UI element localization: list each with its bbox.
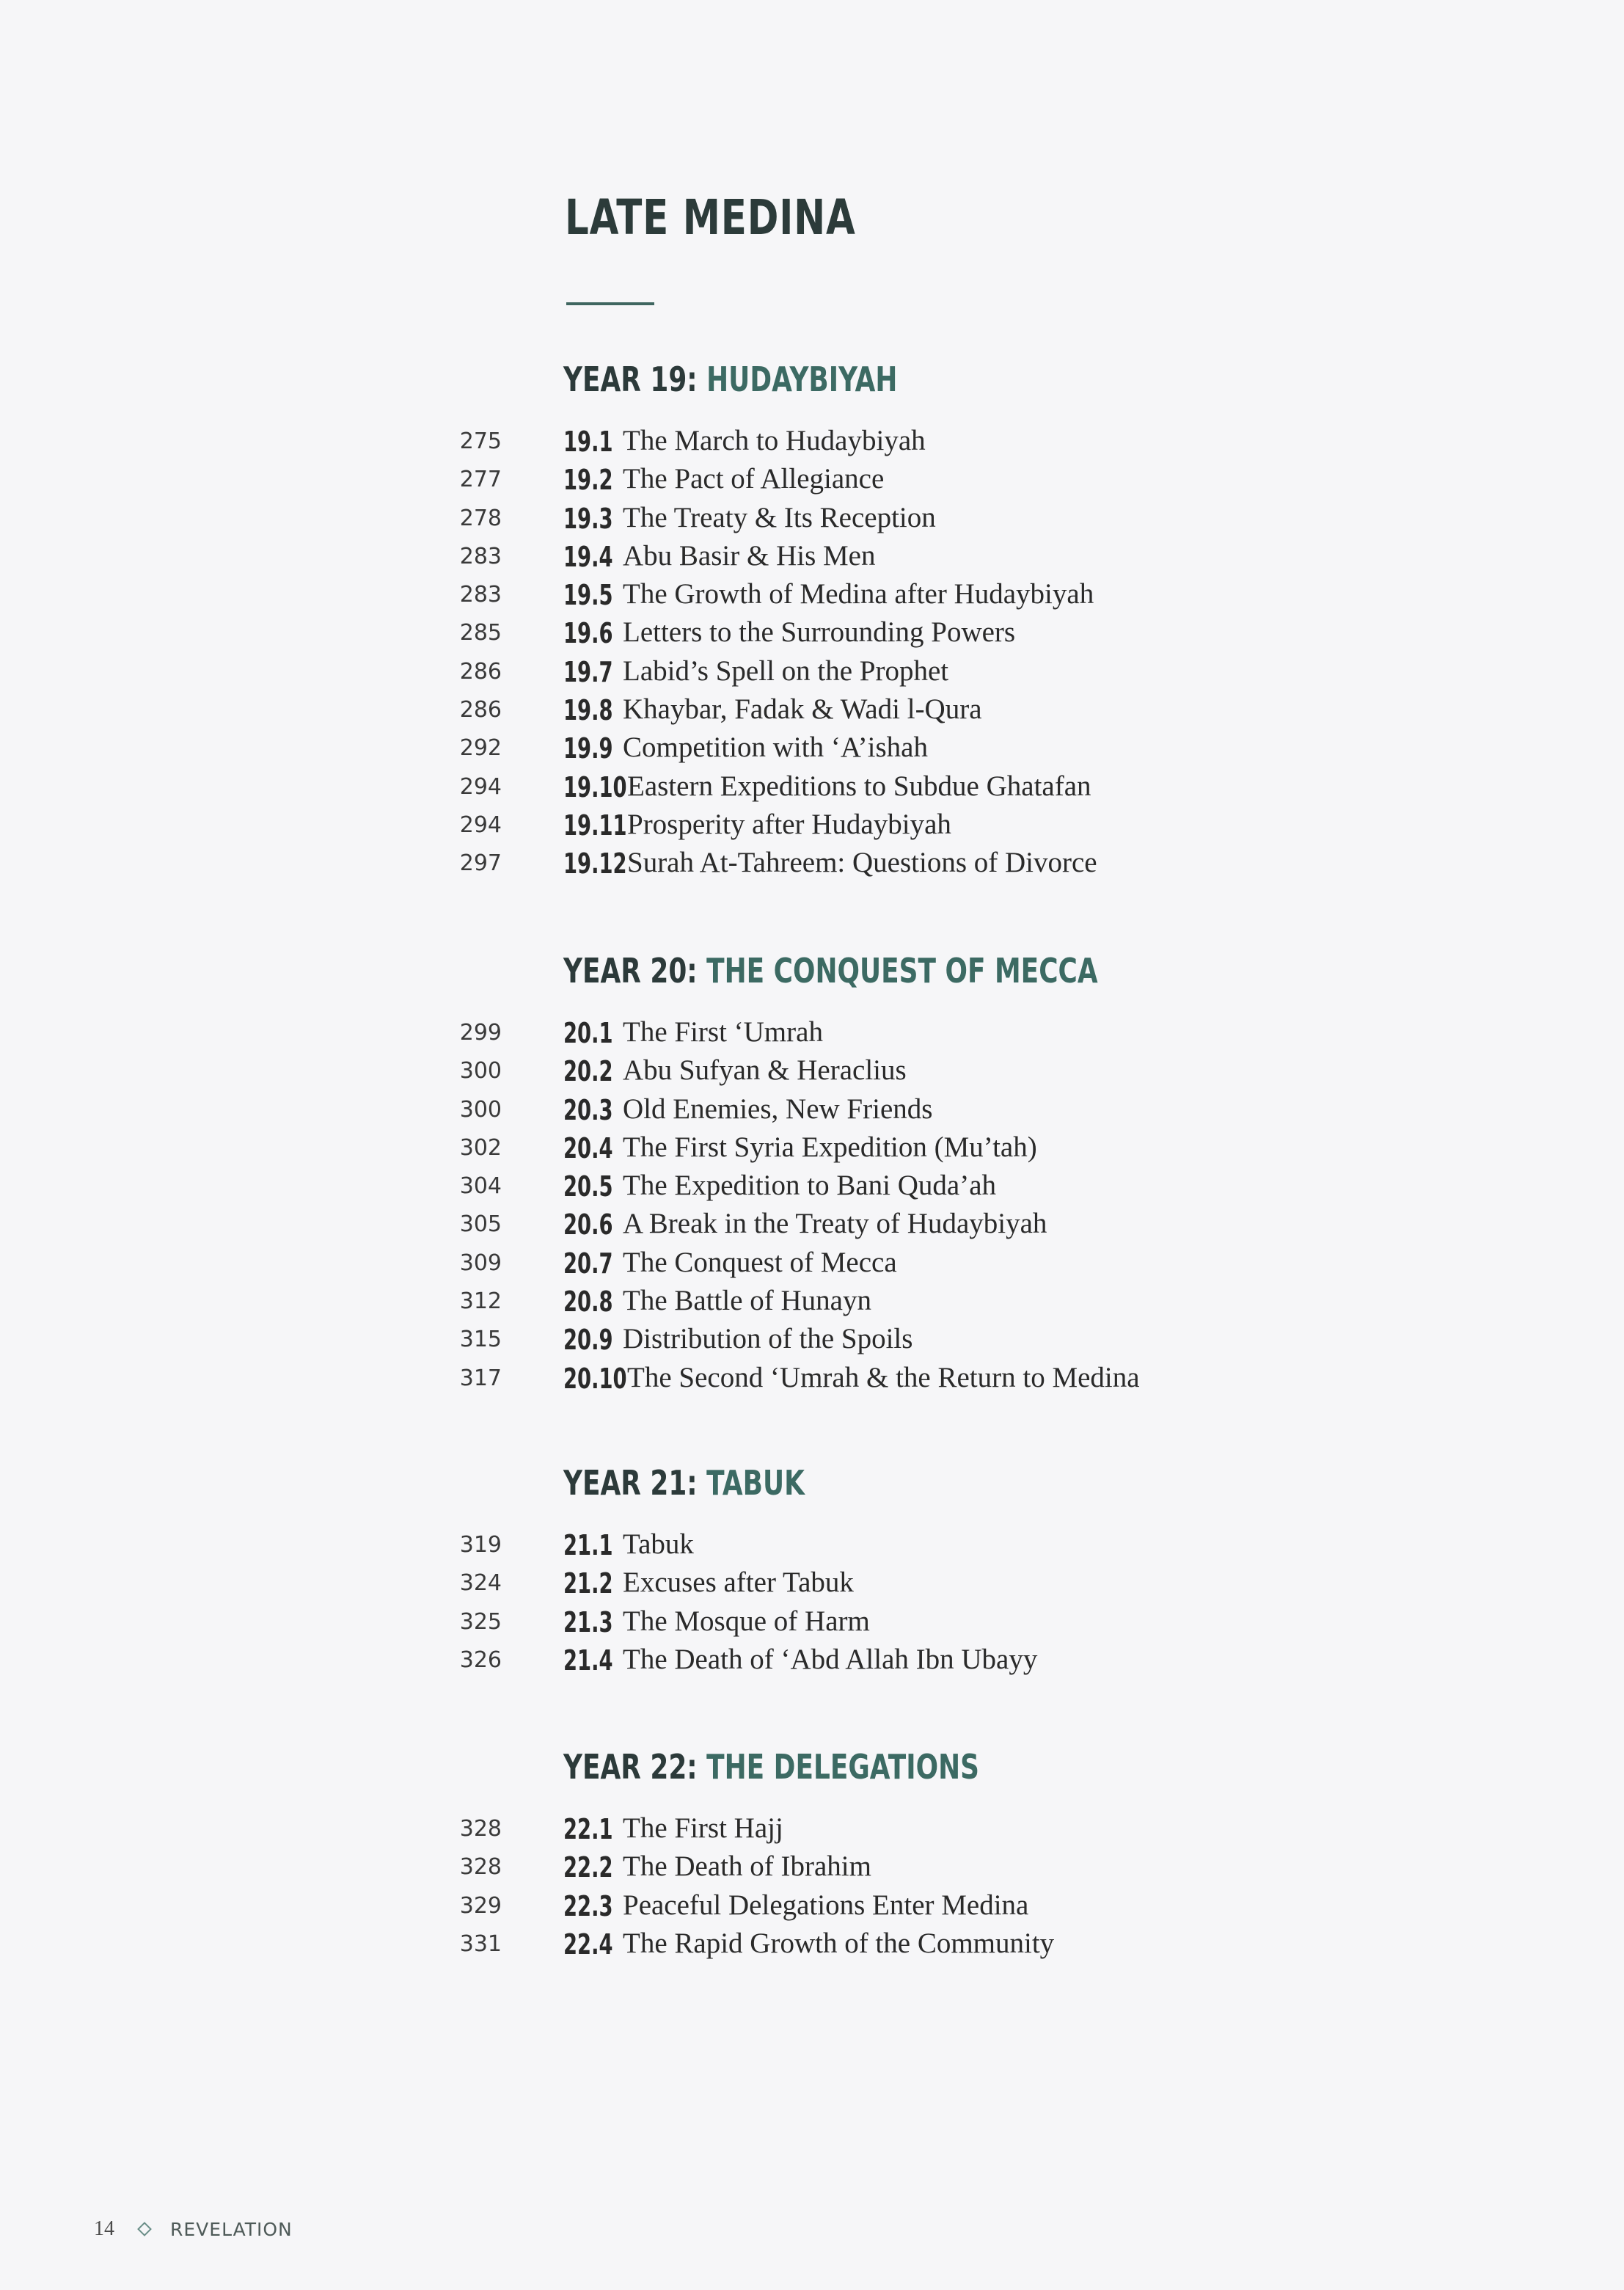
toc-entry (0, 1928, 1624, 1966)
entry-title: The Mosque of Harm (623, 1605, 870, 1637)
section-heading (563, 1465, 805, 1502)
entry-page-number: 285 (459, 620, 502, 646)
entry-title: The Expedition to Bani Quda’ah (623, 1170, 997, 1202)
entry-number: 22.4 (563, 1928, 613, 1961)
toc-entry (0, 503, 1624, 541)
title-rule (566, 302, 654, 305)
entry-number: 20.6 (563, 1208, 613, 1241)
entry-page-number: 277 (459, 467, 502, 493)
toc-entry (0, 771, 1624, 809)
section-heading (563, 952, 1098, 990)
entry-page-number: 319 (459, 1532, 502, 1558)
toc-entry (0, 1094, 1624, 1132)
toc-entry (0, 1851, 1624, 1889)
entry-page-number: 302 (459, 1134, 502, 1161)
toc-entry (0, 617, 1624, 655)
section-heading (563, 361, 897, 398)
entry-page-number: 283 (459, 543, 502, 569)
entry-number: 20.1 (563, 1017, 613, 1049)
entry-page-number: 283 (459, 582, 502, 608)
toc-entry (0, 1529, 1624, 1567)
entry-page-number: 297 (459, 850, 502, 877)
entry-page-number: 286 (459, 658, 502, 685)
entry-title: The Conquest of Mecca (623, 1246, 897, 1278)
entry-title: Competition with ‘A’ishah (623, 732, 928, 764)
entry-number: 20.10 (563, 1362, 627, 1395)
entry-page-number: 328 (459, 1854, 502, 1881)
entry-page-number: 329 (459, 1892, 502, 1919)
entry-page-number: 305 (459, 1211, 502, 1238)
toc-entry (0, 694, 1624, 732)
toc-entry (0, 847, 1624, 886)
entry-title: Peaceful Delegations Enter Medina (623, 1889, 1029, 1921)
entry-title: The Pact of Allegiance (623, 463, 885, 495)
entry-number: 20.5 (563, 1170, 613, 1203)
entry-number: 22.2 (563, 1851, 613, 1884)
entry-number: 19.5 (563, 579, 613, 612)
entry-number: 20.8 (563, 1286, 613, 1319)
entry-number: 21.3 (563, 1605, 613, 1638)
entry-title: The March to Hudaybiyah (623, 425, 926, 456)
entry-page-number: 309 (459, 1250, 502, 1276)
entry-number: 22.1 (563, 1813, 613, 1845)
toc-entry (0, 1324, 1624, 1362)
page-footer (94, 2217, 293, 2241)
page-number: 14 (94, 2217, 114, 2240)
entry-title: Tabuk (623, 1528, 694, 1560)
year-label: YEAR 19: (563, 360, 698, 399)
entry-number: 21.2 (563, 1567, 613, 1600)
entry-number: 19.2 (563, 464, 613, 497)
entry-title: Khaybar, Fadak & Wadi l-Qura (623, 693, 982, 726)
entry-title: Surah At-Tahreem: Questions of Divorce (627, 847, 1097, 879)
entry-page-number: 299 (459, 1020, 502, 1046)
diamond-icon (137, 2222, 152, 2236)
entry-title: The First ‘Umrah (623, 1016, 823, 1048)
entry-number: 19.1 (563, 426, 613, 458)
entry-title: Letters to the Surrounding Powers (623, 616, 1016, 649)
entry-page-number: 286 (459, 697, 502, 723)
entry-page-number: 292 (459, 735, 502, 762)
entry-number: 19.7 (563, 655, 613, 688)
entry-list (0, 1529, 1624, 1682)
toc-entry (0, 1606, 1624, 1644)
toc-entry (0, 426, 1624, 464)
year-topic: THE DELEGATIONS (706, 1747, 979, 1787)
entry-number: 20.3 (563, 1093, 613, 1126)
entry-list (0, 1813, 1624, 1966)
entry-page-number: 278 (459, 505, 502, 531)
entry-title: Prosperity after Hudaybiyah (627, 808, 951, 840)
toc-entry (0, 809, 1624, 847)
entry-title: Excuses after Tabuk (623, 1567, 854, 1599)
toc-entry (0, 1247, 1624, 1286)
toc-entry (0, 1813, 1624, 1851)
toc-entry (0, 1363, 1624, 1401)
toc-entry (0, 579, 1624, 617)
entry-list (0, 1017, 1624, 1401)
toc-entry (0, 732, 1624, 770)
entry-title: The Battle of Hunayn (623, 1285, 871, 1317)
book-title: REVELATION (170, 2218, 293, 2240)
entry-page-number: 328 (459, 1816, 502, 1842)
entry-title: A Break in the Treaty of Hudaybiyah (623, 1208, 1047, 1240)
toc-entry (0, 656, 1624, 694)
entry-title: The Treaty & Its Reception (623, 501, 936, 533)
toc-entry (0, 1208, 1624, 1247)
entry-page-number: 300 (459, 1096, 502, 1123)
toc-entry (0, 1017, 1624, 1055)
entry-number: 19.12 (563, 847, 627, 880)
page-title: LATE MEDINA (565, 189, 856, 246)
toc-entry (0, 1170, 1624, 1208)
entry-list (0, 426, 1624, 886)
year-label: YEAR 21: (563, 1463, 698, 1503)
entry-title: The Second ‘Umrah & the Return to Medina (627, 1361, 1140, 1393)
entry-page-number: 275 (459, 429, 502, 454)
entry-title: Eastern Expeditions to Subdue Ghatafan (627, 770, 1091, 802)
entry-page-number: 325 (459, 1608, 502, 1635)
entry-number: 19.10 (563, 770, 627, 803)
entry-title: The First Syria Expedition (Mu’tah) (623, 1131, 1037, 1163)
year-topic: HUDAYBIYAH (706, 360, 898, 399)
entry-page-number: 294 (459, 773, 502, 800)
entry-title: The Growth of Medina after Hudaybiyah (623, 578, 1094, 610)
entry-number: 19.11 (563, 809, 627, 842)
toc-entry (0, 1286, 1624, 1324)
entry-title: Abu Basir & His Men (623, 539, 876, 572)
entry-title: The Rapid Growth of the Community (623, 1927, 1055, 1959)
entry-number: 19.3 (563, 502, 613, 535)
entry-page-number: 294 (459, 812, 502, 838)
toc-entry (0, 541, 1624, 579)
entry-page-number: 331 (459, 1930, 502, 1957)
entry-page-number: 315 (459, 1327, 502, 1353)
section-heading (563, 1749, 979, 1786)
entry-title: Abu Sufyan & Heraclius (623, 1054, 907, 1087)
entry-number: 21.1 (563, 1529, 613, 1561)
entry-number: 22.3 (563, 1889, 613, 1922)
entry-number: 20.7 (563, 1247, 613, 1280)
entry-number: 21.4 (563, 1644, 613, 1677)
entry-number: 20.4 (563, 1131, 613, 1164)
toc-entry (0, 1890, 1624, 1928)
entry-number: 20.2 (563, 1055, 613, 1088)
year-topic: THE CONQUEST OF MECCA (706, 951, 1098, 991)
entry-page-number: 317 (459, 1365, 502, 1391)
entry-page-number: 312 (459, 1288, 502, 1315)
toc-entry (0, 1132, 1624, 1170)
entry-title: The First Hajj (623, 1812, 783, 1844)
year-label: YEAR 20: (563, 951, 698, 991)
entry-number: 19.8 (563, 694, 613, 727)
entry-number: 20.9 (563, 1324, 613, 1357)
year-topic: TABUK (706, 1463, 805, 1503)
entry-number: 19.6 (563, 617, 613, 650)
toc-entry (0, 1644, 1624, 1682)
entry-number: 19.4 (563, 540, 613, 573)
entry-page-number: 324 (459, 1570, 502, 1597)
entry-page-number: 326 (459, 1647, 502, 1673)
entry-page-number: 300 (459, 1058, 502, 1084)
entry-title: The Death of Ibrahim (623, 1850, 871, 1883)
entry-number: 19.9 (563, 732, 613, 765)
entry-title: The Death of ‘Abd Allah Ibn Ubayy (623, 1643, 1038, 1675)
toc-entry (0, 464, 1624, 502)
entry-title: Labid’s Spell on the Prophet (623, 654, 949, 687)
toc-entry (0, 1567, 1624, 1605)
year-label: YEAR 22: (563, 1747, 698, 1787)
entry-page-number: 304 (459, 1173, 502, 1200)
entry-title: Old Enemies, New Friends (623, 1093, 933, 1125)
toc-entry (0, 1055, 1624, 1093)
entry-title: Distribution of the Spoils (623, 1323, 913, 1355)
